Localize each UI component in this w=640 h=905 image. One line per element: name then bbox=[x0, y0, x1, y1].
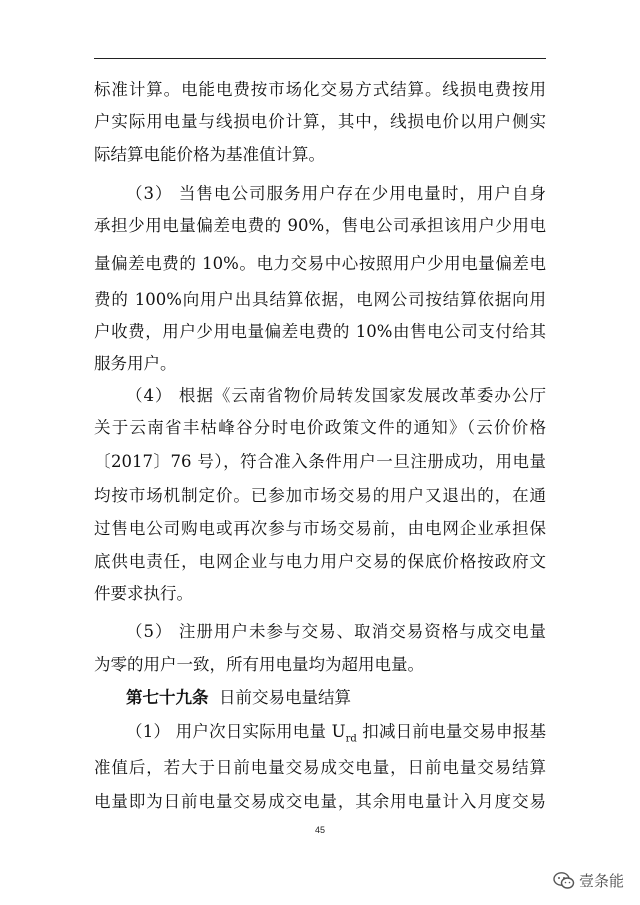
text-line: 承担少用电量偏差电费的 90%，售电公司承担该用户少用电 bbox=[94, 216, 546, 235]
text-line bbox=[126, 720, 546, 744]
text-line: 过售电公司购电或再次参与市场交易前，由电网企业承担保 bbox=[94, 519, 546, 538]
watermark-text: 壹条能 bbox=[578, 872, 624, 890]
text-line: 均按市场机制定价。已参加市场交易的用户又退出的，在通 bbox=[94, 486, 546, 505]
page-number: 45 bbox=[314, 825, 325, 835]
article-title: 日前交易电量结算 bbox=[219, 688, 351, 707]
text-line: 为零的用户一致，所有用电量均为超用电量。 bbox=[94, 655, 424, 674]
text-line: 标准计算。电能电费按市场化交易方式结算。线损电费按用 bbox=[94, 80, 546, 99]
text-line: 件要求执行。 bbox=[94, 584, 193, 603]
text-line: 户实际用电量与线损电价计算，其中，线损电价以用户侧实 bbox=[94, 112, 546, 131]
text-line: 〔2017〕76 号），符合准入条件用户一旦注册成功，用电量 bbox=[94, 452, 546, 471]
text-line: 底供电责任，电网企业与电力用户交易的保底价格按政府文 bbox=[94, 552, 546, 571]
text-line: （4） 根据《云南省物价局转发国家发展改革委办公厅 bbox=[126, 386, 546, 405]
text-line: 关于云南省丰枯峰谷分时电价政策文件的通知》（云价价格 bbox=[94, 418, 546, 437]
header-rule bbox=[94, 58, 546, 59]
article-heading bbox=[126, 686, 546, 710]
subscript: rd bbox=[345, 733, 357, 744]
text-line: 服务用户。 bbox=[94, 354, 177, 373]
text-line: 准值后，若大于日前电量交易成交电量，日前电量交易结算 bbox=[94, 758, 546, 777]
text-fragment: （1） 用户次日实际用电量 U bbox=[126, 722, 346, 741]
text-line: （5） 注册用户未参与交易、取消交易资格与成交电量 bbox=[126, 622, 546, 641]
text-line: 费的 100%向用户出具结算依据，电网公司按结算依据向用 bbox=[94, 290, 546, 309]
watermark bbox=[553, 870, 624, 891]
text-line: 际结算电能价格为基准值计算。 bbox=[94, 145, 325, 164]
text-line: （3） 当售电公司服务用户存在少用电量时，用户自身 bbox=[126, 184, 546, 203]
text-line: 电量即为日前电量交易成交电量，其余用电量计入月度交易 bbox=[94, 792, 546, 811]
article-number: 第七十九条 bbox=[126, 688, 209, 707]
text-line: 户收费，用户少用电量偏差电费的 10%由售电公司支付给其 bbox=[94, 322, 546, 341]
text-line: 量偏差电费的 10%。电力交易中心按照用户少用电量偏差电 bbox=[94, 254, 546, 273]
text-fragment: 扣减日前电量交易申报基 bbox=[356, 722, 546, 741]
wechat-logo-icon bbox=[553, 871, 575, 891]
